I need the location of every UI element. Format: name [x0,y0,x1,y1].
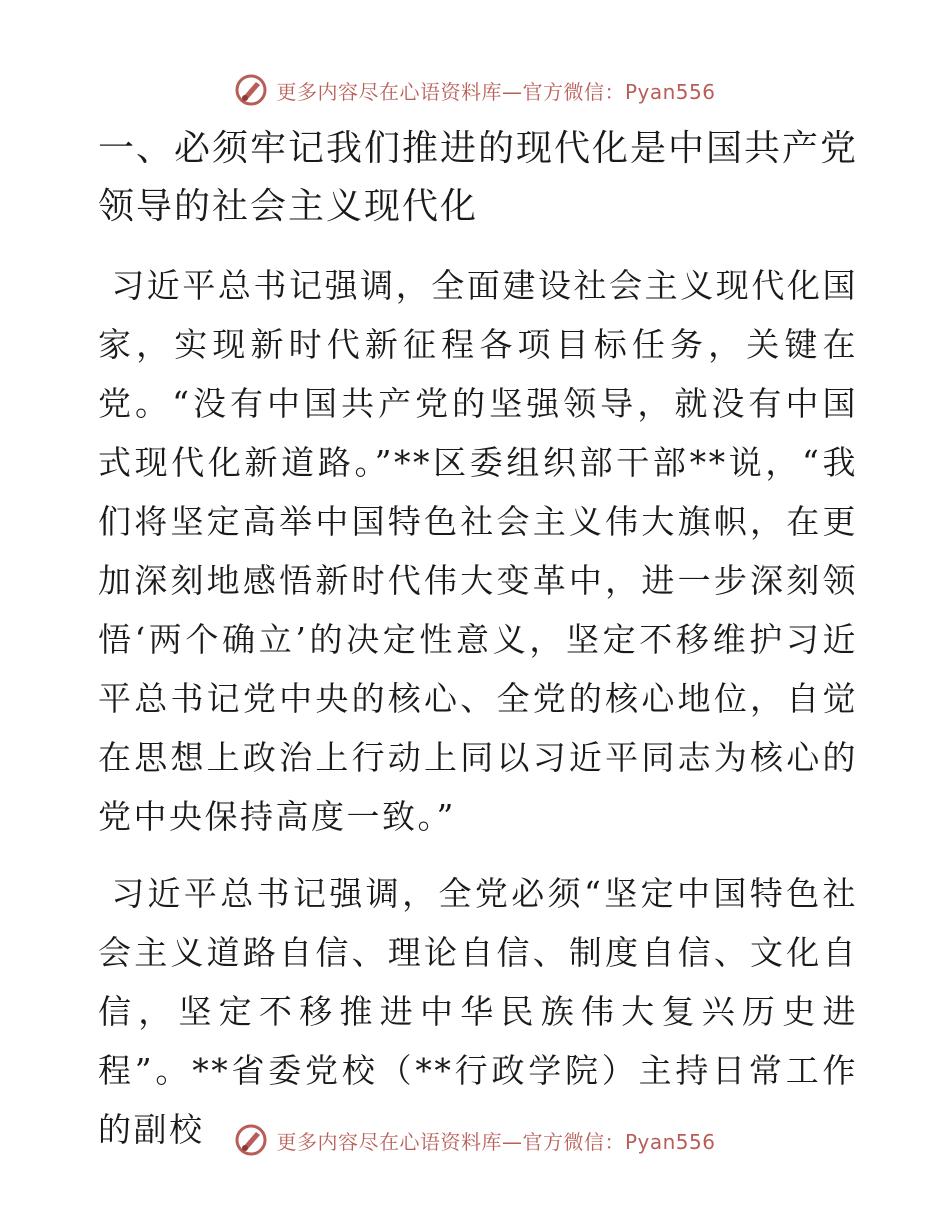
brush-logo-icon [234,1123,268,1157]
paragraph: 习近平总书记强调，全党必须“坚定中国特色社会主义道路自信、理论自信、制度自信、文化自信，坚定不移推进中华民族伟大复兴历史进程”。**省委党校（**行政学院）主持日常工作的副校 [98,874,858,1149]
watermark-text: 更多内容尽在心语资料库—官方微信：Pyan556 [276,1129,716,1154]
brush-logo-icon [234,73,268,107]
watermark-footer [0,1120,950,1160]
watermark-header [0,70,950,110]
section-heading: 一、必须牢记我们推进的现代化是中国共产党领导的社会主义现代化 [98,128,859,227]
paragraph: 习近平总书记强调，全面建设社会主义现代化国家，实现新时代新征程各项目标任务，关键在党。“没有中国共产党的坚强领导，就没有中国式现代化新道路。”**区委组织部干部**说，“我们将坚定高举中国特色社会主义伟大旗帜，在更加深刻地感悟新时代伟大变革中，进一步深刻领悟‘两个确立’的决定性意义，坚定不移维护习近平总书记党中央的核心、全党的核心地位，自觉在思想上政治上行动上同以习近平同志为核心的党中央保持高度一致。” [98,266,858,836]
document-body [98,120,858,1177]
watermark-text: 更多内容尽在心语资料库—官方微信：Pyan556 [276,79,716,104]
